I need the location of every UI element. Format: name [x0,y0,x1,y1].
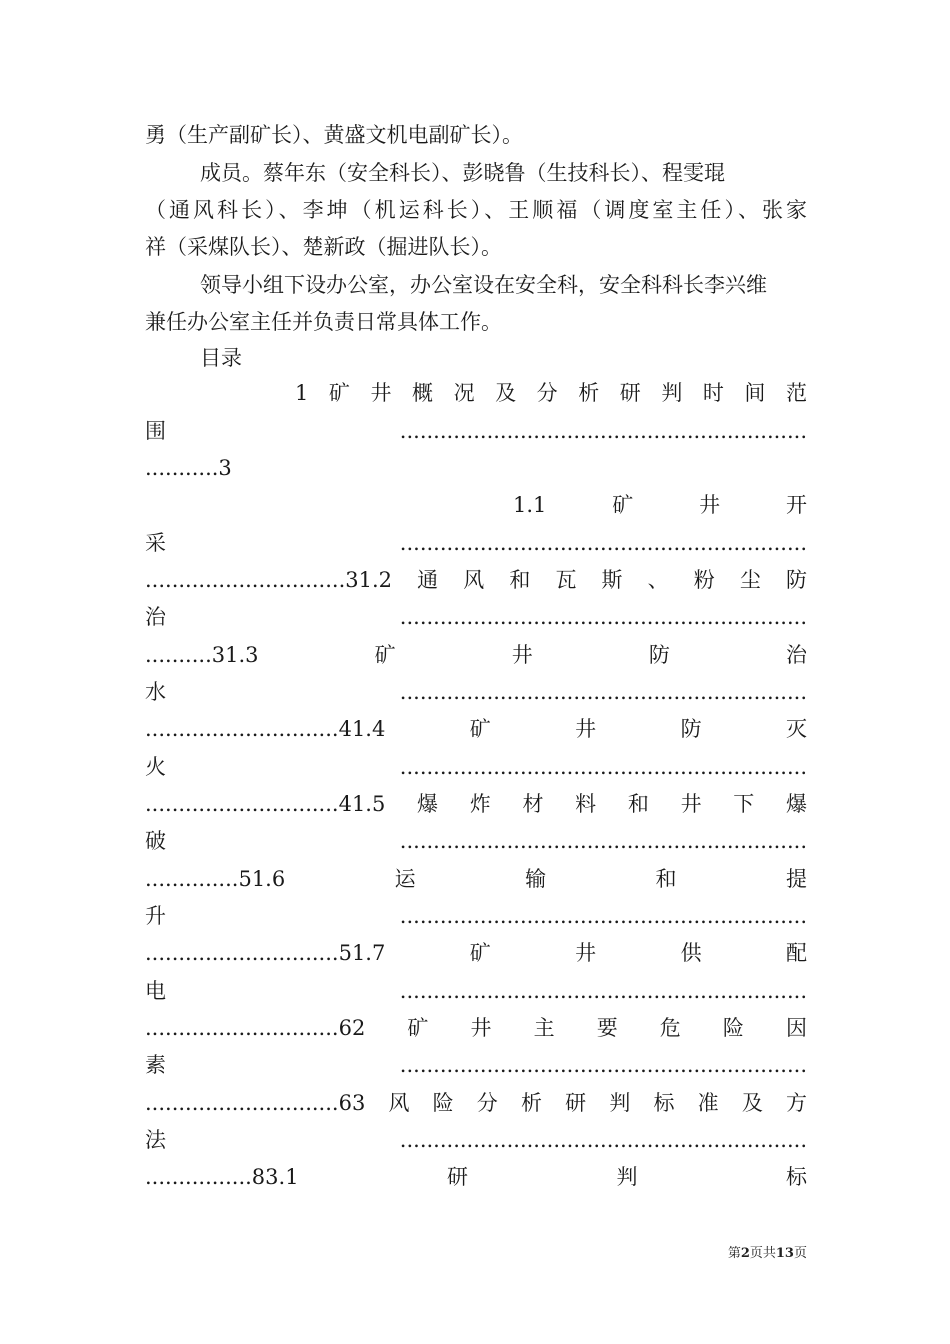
toc-line[interactable]: ..............51.6运输和提 [145,867,807,891]
toc-line[interactable]: .............................63风险分析研判标准及方 [145,1091,807,1115]
toc-heading: 目录 [200,346,242,370]
toc-line[interactable]: 治............................................................. [145,605,807,629]
footer-total-pages: 13 [775,1246,794,1261]
toc-line[interactable]: 1矿井概况及分析研判时间范 [295,381,807,405]
toc-line[interactable]: ..........31.3矿井防治 [145,643,807,667]
toc-line[interactable]: .............................51.7矿井供配 [145,941,807,965]
toc-line[interactable]: 水............................................................. [145,680,807,704]
toc-line[interactable]: 采............................................................. [145,531,807,555]
toc-line[interactable]: 升............................................................. [145,904,807,928]
paragraph-line: 成员。蔡年东（安全科长）、彭晓鲁（生技科长）、程雯琨 [200,161,725,185]
toc-line[interactable]: 电............................................................. [145,979,807,1003]
footer-middle: 页共 [749,1246,776,1261]
footer-suffix: 页 [793,1246,807,1261]
toc-line[interactable]: 破............................................................. [145,829,807,853]
paragraph-line: 领导小组下设办公室，办公室设在安全科，安全科科长李兴维 [200,273,767,297]
toc-line[interactable]: ................83.1研判标 [145,1165,807,1189]
page-footer [728,1245,807,1263]
toc-line[interactable]: ...........3 [145,456,232,480]
toc-line[interactable]: .............................41.5爆炸材料和井下爆 [145,792,807,816]
toc-line[interactable]: 围............................................................. [145,419,807,443]
footer-prefix: 第 [727,1246,741,1261]
toc-line[interactable]: 法............................................................. [145,1128,807,1152]
toc-line[interactable]: .............................41.4矿井防灭 [145,717,807,741]
paragraph-line: 兼任办公室主任并负责日常具体工作。 [145,310,502,334]
paragraph-line: （通风科长）、李坤（机运科长）、王顺福（调度室主任）、张家 [145,198,807,222]
toc-line[interactable]: ..............................31.2通风和瓦斯、粉尘防 [145,568,807,592]
toc-line[interactable]: 1.1矿井开 [513,493,807,517]
paragraph-line: 勇（生产副矿长）、黄盛文机电副矿长）。 [145,123,523,147]
footer-page-number: 2 [740,1246,750,1261]
toc-line[interactable]: 素............................................................. [145,1053,807,1077]
paragraph-line: 祥（采煤队长）、楚新政（掘进队长）。 [145,235,502,259]
toc-line[interactable]: .............................62矿井主要危险因 [145,1016,807,1040]
toc-line[interactable]: 火............................................................. [145,755,807,779]
